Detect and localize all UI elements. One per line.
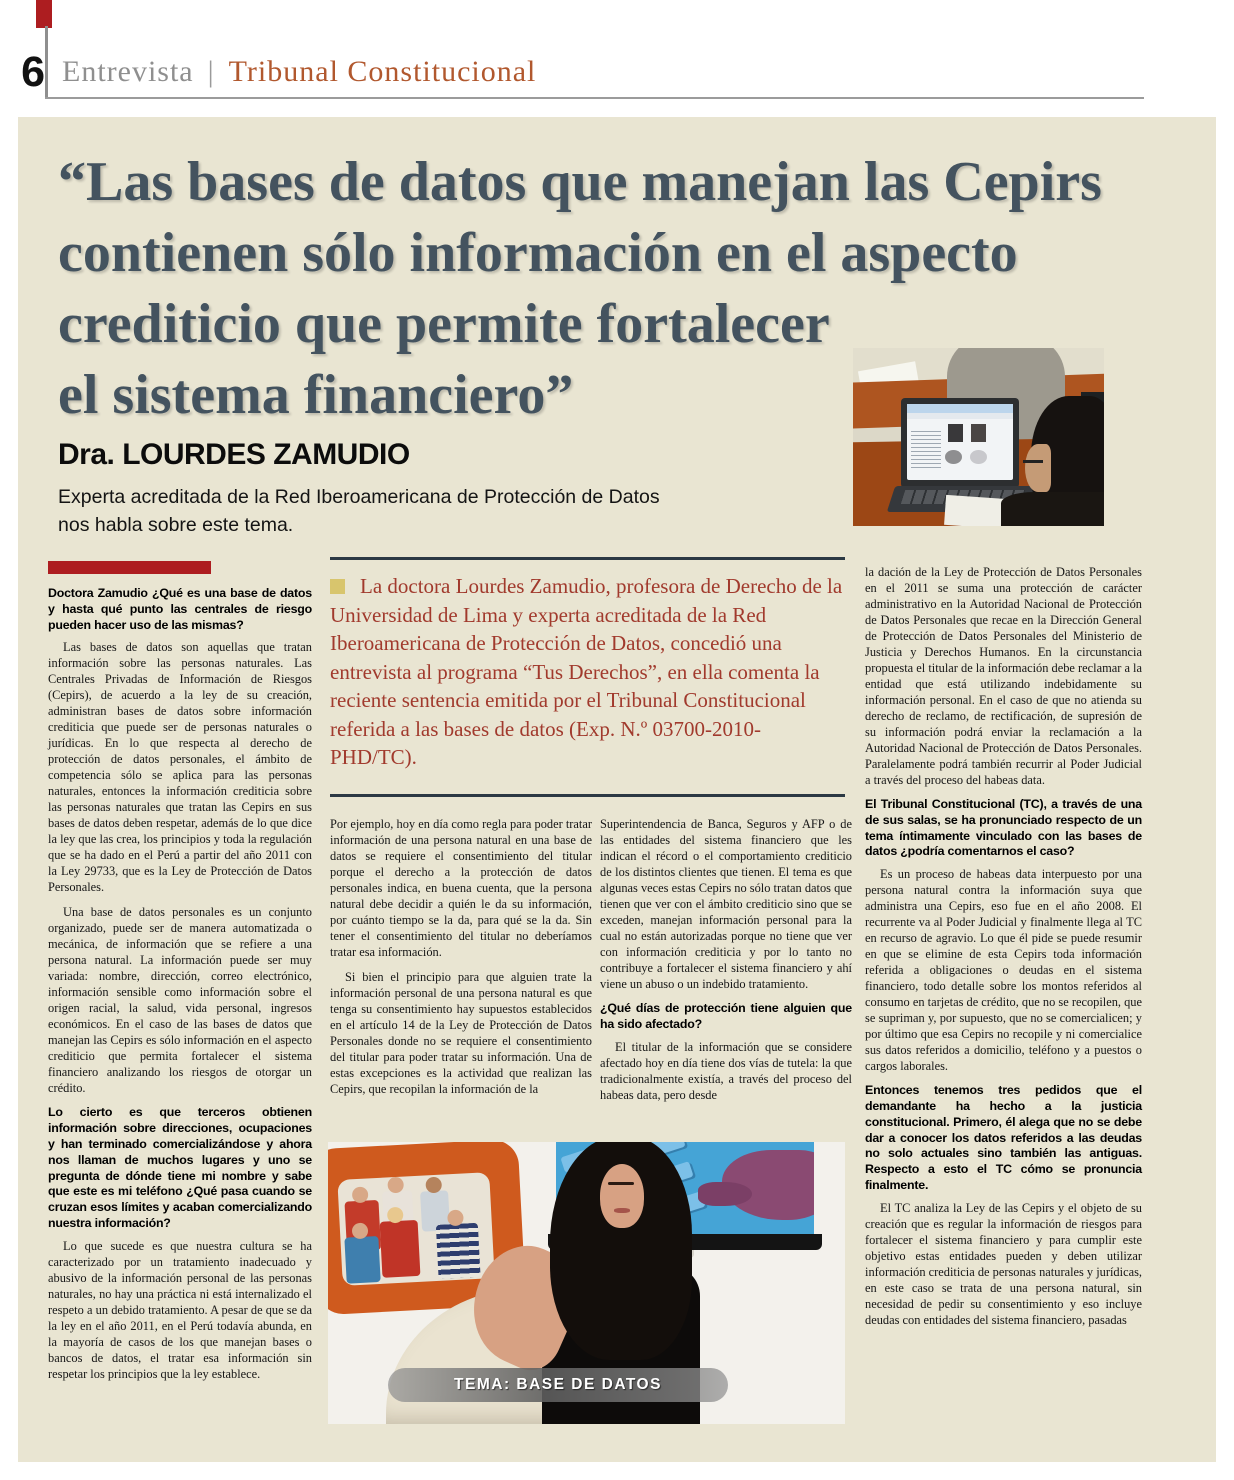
photo-laptop-session bbox=[853, 348, 1104, 526]
headline-line-4: el sistema financiero” bbox=[58, 364, 574, 426]
header-divider: | bbox=[207, 55, 215, 88]
answer-paragraph: El TC analiza la Ley de las Cepirs y el objeto de su creación que es regular la información de riesgos para fortalecer el sistema financiero y para cumplir este objetivo estas entidades pueden y deben utilizar información crediticia de personas naturales y jurídicas, en este caso se trata de una persona natural, sin necesidad de pedir su consentimiento y eso incluye deudas con entidades del sistema financiero, pasadas bbox=[865, 1200, 1142, 1327]
kid-red-shirt bbox=[380, 1220, 421, 1278]
photo1-screen-portrait bbox=[971, 424, 986, 442]
photo1-screen-portrait bbox=[948, 424, 963, 442]
section-label: Entrevista bbox=[62, 55, 194, 88]
photo2-woman-face bbox=[600, 1164, 644, 1228]
photo2-finger bbox=[698, 1182, 752, 1206]
question: Entonces tenemos tres pedidos que el demandante ha hecho a la justicia constitucional. Primero, él alega que no se debe dar a conocer los datos referidos a las deudas no solo actuales sino también las antiguas. Respecto a esto el TC cómo se pronuncia finalmente. bbox=[865, 1083, 1142, 1192]
answer-paragraph: la dación de la Ley de Protección de Datos Personales en el 2011 se suma una protección de carácter administrativo en la Autoridad Nacional de Protección de Datos Personales que recae en la Dirección General de Protección de Datos Personales del Ministerio de Justicia y Derechos Humanos. En la circunstancia propuesta el titular de la información debe reclamar a la entidad que está utilizando indebidamente su información personal. En el caso de que no atienda su derecho de reclamo, de rectificación, de supresión de su información podrá enviar la reclamación a la Autoridad Nacional de Protección de Datos Personales. Paralelamente podrá también recurrir al Poder Judicial a través del proceso del habeas data. bbox=[865, 565, 1142, 787]
kid-striped-shirt bbox=[436, 1223, 481, 1279]
answer-paragraph: Superintendencia de Banca, Seguros y AFP o de las entidades del sistema financiero que les indican el récord o el comportamiento crediticio de los distintos clientes que tienen. El tema es que algunas veces estas Cepirs no sólo tratan datos que tienen que ver con el ámbito crediticio sino que se exceden, manejan información personal para la cual no están autorizadas porque no tiene que ver con información crediticia y por lo tanto no contribuye a fortalecer el sistema financiero y ahí viene un abuso o un indebido tratamiento. bbox=[600, 817, 852, 991]
interviewee-description bbox=[58, 483, 660, 539]
answer-paragraph: Lo que sucede es que nuestra cultura se ha caracterizado por un tratamiento inadecuado y abusivo de la información personal de las personas naturales, no hay una práctica ni está internalizado el respeto a un debido tratamiento. A pesar de que se da la ley en el año 2011, en el Perú todavía abunda, en la mayoría de casos de los que manejan bases o bancos de datos, el tratar esa información sin respetar los principios que la ley establece. bbox=[48, 1238, 312, 1381]
interviewee-description-line-2: nos habla sobre este tema. bbox=[58, 514, 294, 536]
photo1-person-foreground-face bbox=[1025, 444, 1051, 492]
header-breadcrumb bbox=[62, 55, 536, 89]
kid-blue-shirt bbox=[344, 1236, 380, 1284]
answer-paragraph: Si bien el principio para que alguien trate la información personal de una persona natural es que tenga su consentimiento hay supuestos establecidos en el artículo 14 de la Ley de Protección de Datos Personales donde no se requiere el consentimiento del titular para poder tratar su información. Una de estas excepciones es la actividad que realizan las Cepirs, que recopilan la información de la bbox=[330, 970, 592, 1096]
question: Doctora Zamudio ¿Qué es una base de datos y hasta qué punto las centrales de riesgo pueden hacer uso de las mismas? bbox=[48, 586, 312, 632]
photo-tv-interview bbox=[328, 1142, 845, 1424]
interviewee-description-line-1: Experta acreditada de la Red Iberoamericana de Protección de Datos bbox=[58, 486, 660, 508]
question: ¿Qué días de protección tiene alguien que ha sido afectado? bbox=[600, 1001, 852, 1031]
answer-paragraph: Por ejemplo, hoy en día como regla para poder tratar información de una persona natural en una base de datos se requiere el consentimiento del titular porque el derecho a la protección de datos personales indica, en buena cuenta, que la persona natural debe decidir a quién le da su información, por cuánto tiempo se la da, para qué se la da. Sin tener el consentimiento del titular no deberíamos tratar esa información. bbox=[330, 817, 592, 959]
photo1-screen-titlebar bbox=[907, 404, 1013, 413]
question: El Tribunal Constitucional (TC), a través de una de sus salas, se ha pronunciado respecto de un tema íntimamente vinculado con las bases de datos ¿podría comentarnos el caso? bbox=[865, 797, 1142, 859]
headline-line-3: crediticio que permite fortalecer bbox=[58, 293, 830, 355]
topic-label: Tribunal Constitucional bbox=[228, 55, 537, 88]
header-horizontal-rule bbox=[45, 97, 1144, 99]
photo1-glasses bbox=[1023, 460, 1043, 463]
answer-paragraph: Las bases de datos son aquellas que tratan información sobre las personas naturales. Las Centrales Privadas de Información de Riesgos (Cepirs), de acuerdo a la ley de su creación, administran bases de datos sobre información crediticia que puede ser de personas naturales o jurídicas. En lo que respecta al derecho de protección de datos personales, el ámbito de competencia sólo se aplica para las personas naturales, entonces la información crediticia sobre las personas naturales que tratan las Cepirs en sus bases de datos deben respetar, además de lo que dice la ley que las crea, los principios y toda la regulación que se ha dado en el Perú a partir del año 2011 con la Ley 29733, que es la Ley de Protección de Datos Personales. bbox=[48, 640, 312, 895]
intro-callout-box bbox=[330, 557, 845, 797]
photo2-woman-lips bbox=[614, 1208, 630, 1213]
headline-line-1: “Las bases de datos que manejan las Cepirs bbox=[58, 151, 1102, 213]
article-column-1 bbox=[48, 586, 312, 1391]
corner-red-tab bbox=[36, 0, 52, 28]
photo2-kids-screen bbox=[337, 1172, 494, 1286]
square-bullet-icon bbox=[330, 579, 345, 594]
photo2-woman-brow bbox=[608, 1182, 634, 1185]
photo2-caption-text: TEMA: BASE DE DATOS bbox=[454, 1376, 662, 1393]
answer-paragraph: Una base de datos personales es un conjunto organizado, puede ser de manera automatizada o mecánica, de información que se refiere a una persona natural. La información puede ser muy variada: nombre, dirección, correo electrónico, información sensible como información sobre el origen racial, la salud, vida personal, ingresos económicos. En el caso de las bases de datos que manejan las Cepirs es sólo información en el aspecto crediticio que permita fortalecer el sistema financiero analizando los riesgos de otorgar un crédito. bbox=[48, 905, 312, 1096]
answer-paragraph: Es un proceso de habeas data interpuesto por una persona natural contra la información suya que administra una Cepirs, eso fue en el año 2008. El recurrente va al Poder Judicial y finalmente llega al TC en recurso de agravio. Lo que él pide se puede resumir en que se elimine de esta Cepirs toda información referida a obligaciones o deudas en el sistema financiero, todo detalle sobre los montos referidos al consumo en tarjetas de crédito, que no se recopilen, que se supriman y, por supuesto, que no se comercialicen; y por último que esa Cepirs no recopile y ni comercialice sus datos referidos a domicilio, teléfono y a puestos o cargos laborales. bbox=[865, 867, 1142, 1074]
article-column-3 bbox=[600, 816, 852, 1112]
intro-callout-text: La doctora Lourdes Zamudio, profesora de Derecho de la Universidad de Lima y experta acreditada de la Red Iberoamericana de Protección de Datos, concedió una entrevista al programa “Tus Derechos”, en ella comenta la reciente sentencia emitida por el Tribunal Constitucional referida a las bases de datos (Exp. N.º 03700-2010-PHD/TC). bbox=[330, 574, 843, 769]
photo1-person-foreground-shoulder bbox=[1001, 492, 1104, 526]
photo1-screen-fingerprint bbox=[945, 450, 962, 464]
header-vertical-rule bbox=[45, 26, 48, 98]
photo2-caption-banner bbox=[388, 1368, 728, 1402]
question: Lo cierto es que terceros obtienen información sobre direcciones, ocupaciones y han terminado comercializándose y ahora nos llaman de muchos lugares y uno se pregunta de dónde tiene mi nombre y sabe que este es mi teléfono ¿Qué pasa cuando se cruzan esos límites y acaban comercializando nuestra información? bbox=[48, 1105, 312, 1230]
column1-red-bar bbox=[48, 561, 211, 574]
photo1-screen-fingerprint bbox=[970, 450, 987, 464]
page-number: 6 bbox=[21, 48, 44, 96]
headline-line-2: contienen sólo información en el aspecto bbox=[58, 222, 1018, 284]
article-column-4 bbox=[865, 564, 1142, 1337]
photo1-screen-textlines bbox=[911, 428, 941, 468]
photo1-screen-toolbar bbox=[907, 413, 1013, 419]
interviewee-name: Dra. LOURDES ZAMUDIO bbox=[58, 438, 410, 471]
article-column-2 bbox=[330, 816, 592, 1106]
answer-paragraph: El titular de la información que se considere afectado hoy en día tiene dos vías de tutela: la que tradicionalmente existía, a través del proceso del habeas data, pero desde bbox=[600, 1039, 852, 1102]
